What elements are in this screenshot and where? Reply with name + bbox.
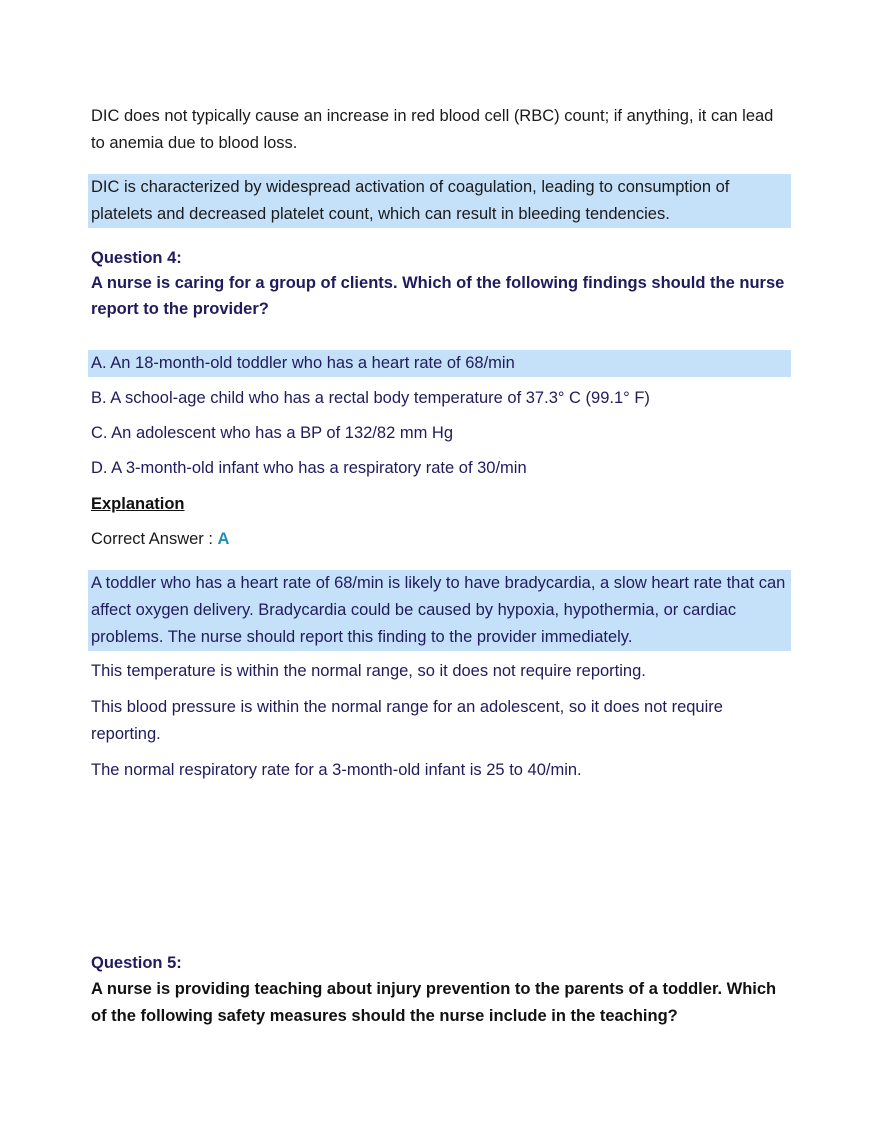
explanation-c: This blood pressure is within the normal range for an adolescent, so it does not require reporting.	[91, 698, 723, 743]
question4-option-d: D. A 3-month-old infant who has a respiratory rate of 30/min	[91, 459, 527, 477]
explanation-label: Explanation	[91, 495, 185, 513]
question5-text: A nurse is providing teaching about injury prevention to the parents of a toddler. Which of the following safety measures should the nurse include in the teaching?	[91, 980, 777, 1025]
question4-option-a: A. An 18-month-old toddler who has a heart rate of 68/min	[88, 350, 791, 377]
explanation-heading	[91, 491, 791, 518]
explanation-b: This temperature is within the normal range, so it does not require reporting.	[91, 662, 646, 680]
question4-heading: Question 4:	[91, 249, 182, 267]
intro-paragraph: DIC does not typically cause an increase in red blood cell (RBC) count; if anything, it can lead to anemia due to blood loss.	[91, 107, 774, 152]
explanation-d: The normal respiratory rate for a 3-month-old infant is 25 to 40/min.	[91, 761, 582, 779]
correct-answer-value: A	[217, 530, 230, 548]
explanation-correct: A toddler who has a heart rate of 68/min is likely to have bradycardia, a slow heart rate that can affect oxygen delivery. Bradycardia could be caused by hypoxia, hypothermia, or cardiac problems. The nurse should report this finding to the provider immediately.	[88, 570, 791, 651]
question5-heading: Question 5:	[91, 954, 182, 972]
question4-text: A nurse is caring for a group of clients. Which of the following findings should the nurse report to the provider?	[91, 274, 785, 318]
correct-answer-label: Correct Answer :	[91, 530, 218, 548]
intro-highlighted-paragraph: DIC is characterized by widespread activation of coagulation, leading to consumption of platelets and decreased platelet count, which can result in bleeding tendencies.	[88, 174, 791, 228]
question4-option-c: C. An adolescent who has a BP of 132/82 mm Hg	[91, 424, 453, 442]
correct-answer-line	[91, 526, 791, 553]
question4-option-b: B. A school-age child who has a rectal body temperature of 37.3° C (99.1° F)	[91, 389, 650, 407]
